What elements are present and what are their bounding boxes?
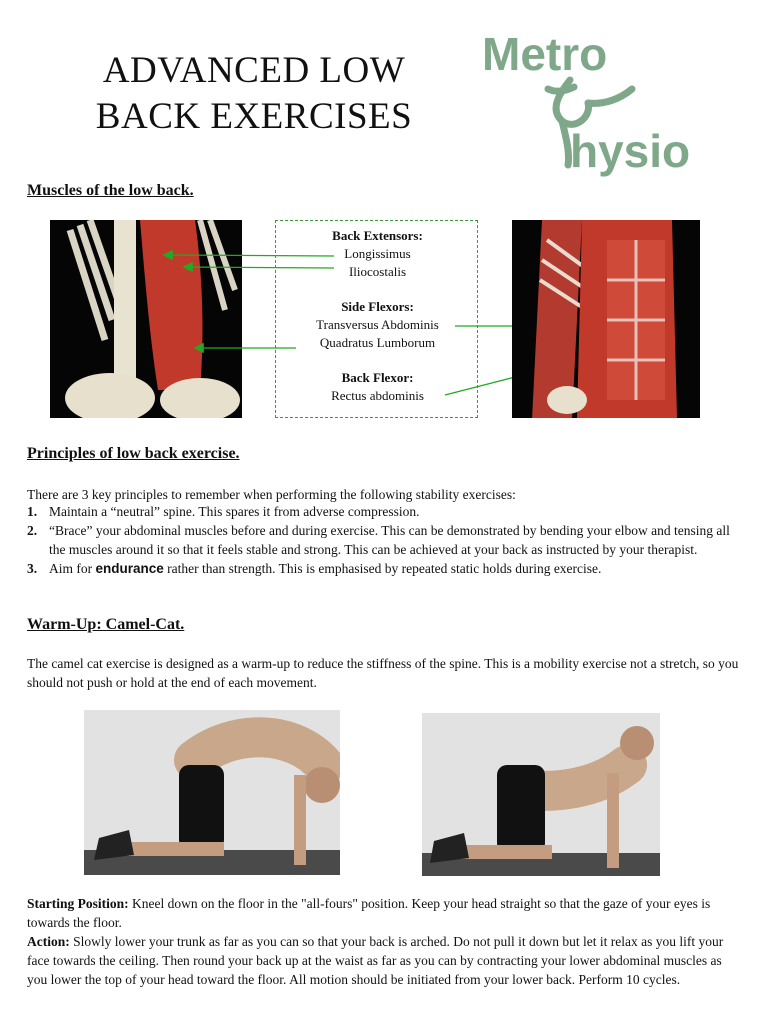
back-flexor-title: Back Flexor: (341, 370, 414, 385)
label-iliocostalis: Iliocostalis (348, 264, 407, 279)
list-number: 3. (27, 561, 38, 576)
camel-cat-photo-1 (84, 710, 340, 875)
title-line-2: BACK EXERCISES (95, 96, 413, 137)
list-item (27, 521, 743, 559)
list-text: rather than strength. This is emphasised by repeated static holds during exercise. (163, 561, 602, 576)
list-number: 2. (27, 523, 38, 538)
page-title (64, 48, 444, 140)
list-number: 1. (27, 504, 38, 519)
logo-text-physio: hysio (570, 125, 691, 177)
list-item (27, 559, 743, 578)
starting-position-label: Starting Position: (27, 896, 129, 911)
starting-position-text (27, 894, 743, 932)
action-body: Slowly lower your trunk as far as you can so that your back is arched. Do not pull it down but let it relax as you lift your face towards the ceiling. Then round your back up at the waist as far as you can by contracting your lower abdominal muscles as you lower the top of your head toward the floor. All motion should be initiated from your lower back. Perform 10 cycles. (27, 934, 724, 987)
warmup-description: The camel cat exercise is designed as a warm-up to reduce the stiffness of the spine. This is a mobility exercise not a stretch, so you should not push or hold at the end of each movement. (27, 656, 739, 690)
warmup-heading: Warm-Up: Camel-Cat. (27, 616, 185, 633)
label-quadratus-lumborum: Quadratus Lumborum (319, 335, 436, 350)
arrow-longissimus (165, 255, 334, 256)
label-longissimus: Longissimus (344, 246, 411, 261)
label-transversus-abdominis: Transversus Abdominis (316, 317, 439, 332)
list-text: Aim for (49, 561, 96, 576)
principles-list (27, 502, 743, 578)
principles-intro: There are 3 key principles to remember when performing the following stability exercises: (27, 487, 516, 502)
side-flexors-title: Side Flexors: (341, 299, 414, 314)
label-rectus-abdominis: Rectus abdominis (331, 388, 424, 403)
muscles-heading: Muscles of the low back. (27, 182, 194, 199)
metro-physio-logo (470, 25, 720, 185)
logo-text-metro: Metro (482, 28, 608, 80)
action-label: Action: (27, 934, 70, 949)
arrow-iliocostalis (185, 267, 334, 268)
list-emphasis: endurance (95, 561, 164, 576)
camel-cat-photo-2 (422, 713, 660, 876)
abdominal-muscles-image (512, 220, 700, 418)
title-line-1: ADVANCED LOW (102, 50, 406, 91)
list-text: Maintain a “neutral” spine. This spares it from adverse compression. (49, 504, 420, 519)
starting-position-body: Kneel down on the floor in the "all-fours" position. Keep your head straight so that the gaze of your eyes is towards the floor. (27, 896, 711, 930)
list-item (27, 502, 743, 521)
action-text (27, 932, 743, 989)
principles-heading: Principles of low back exercise. (27, 445, 240, 462)
back-extensors-title: Back Extensors: (332, 228, 423, 243)
list-text: “Brace” your abdominal muscles before and during exercise. This can be demonstrated by bending your elbow and tensing all the muscles around it so that it feels stable and strong. This can be achieved at your back as instructed by your therapist. (49, 523, 730, 557)
